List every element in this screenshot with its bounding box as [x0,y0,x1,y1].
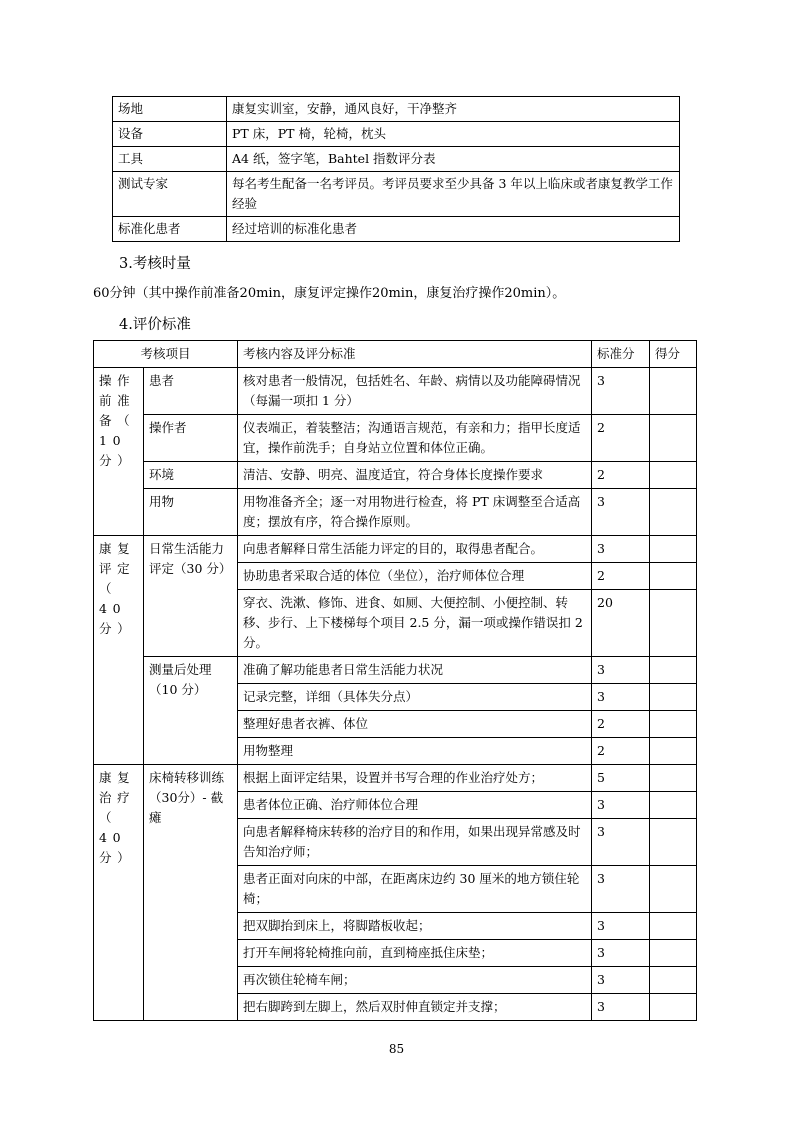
criteria-text: 向患者解释椅床转移的治疗目的和作用，如果出现异常感及时告知治疗师； [238,819,592,866]
standard-score: 3 [592,994,650,1021]
earned-score-cell [650,765,697,792]
group-label: 康复治疗（ 40 分） [94,765,144,1021]
group-label: 康复评定（ 40 分） [94,536,144,765]
criteria-text: 清洁、安静、明亮、温度适宜，符合身体长度操作要求 [238,462,592,489]
section-3-text: 60分钟（其中操作前准备20min，康复评定操作20min，康复治疗操作20min）。 [93,286,566,301]
subitem-label: 环境 [144,462,238,489]
requirement-value: A4 纸，签字笔，Bahtel 指数评分表 [227,147,680,172]
standard-score: 3 [592,967,650,994]
subitem-label: 用物 [144,489,238,536]
earned-score-cell [650,792,697,819]
standard-score: 2 [592,738,650,765]
criteria-text: 用物准备齐全；逐一对用物进行检查，将 PT 床调整至合适高度；摆放有序，符合操作原则。 [238,489,592,536]
standard-score: 3 [592,913,650,940]
standard-score: 3 [592,657,650,684]
requirement-row [113,147,680,172]
header-standard: 标准分 [592,341,650,368]
requirement-value: 康复实训室，安静，通风良好，干净整齐 [227,97,680,122]
table-row [94,462,697,489]
table-row [94,536,697,563]
standard-score: 5 [592,765,650,792]
requirement-label: 设备 [113,122,227,147]
standard-score: 20 [592,590,650,657]
criteria-text: 用物整理 [238,738,592,765]
criteria-text: 患者正面对向床的中部，在距离床边约 30 厘米的地方锁住轮椅； [238,866,592,913]
table-header-row [94,341,697,368]
requirement-row [113,217,680,242]
standard-score: 2 [592,711,650,738]
requirement-label: 场地 [113,97,227,122]
requirement-label: 测试专家 [113,172,227,217]
standard-score: 3 [592,866,650,913]
criteria-text: 仪表端正，着装整洁；沟通语言规范，有亲和力；指甲长度适宜，操作前洗手；自身站立位置和体位正确。 [238,415,592,462]
criteria-text: 协助患者采取合适的体位（坐位），治疗师体位合理 [238,563,592,590]
criteria-text: 打开车闸将轮椅推向前，直到椅座抵住床垫； [238,940,592,967]
earned-score-cell [650,536,697,563]
earned-score-cell [650,590,697,657]
requirement-label: 标准化患者 [113,217,227,242]
requirement-label: 工具 [113,147,227,172]
page-number: 85 [388,1042,405,1056]
table-row [94,765,697,792]
requirement-row [113,122,680,147]
earned-score-cell [650,415,697,462]
criteria-text: 把右脚跨到左脚上，然后双肘伸直锁定并支撑； [238,994,592,1021]
earned-score-cell [650,994,697,1021]
criteria-text: 根据上面评定结果，设置并书写合理的作业治疗处方； [238,765,592,792]
earned-score-cell [650,819,697,866]
earned-score-cell [650,368,697,415]
criteria-text: 整理好患者衣裤、体位 [238,711,592,738]
subitem-label: 患者 [144,368,238,415]
standard-score: 3 [592,940,650,967]
table-row [94,489,697,536]
requirement-value: 经过培训的标准化患者 [227,217,680,242]
subitem-label: 日常生活能力评定（30 分） [144,536,238,657]
evaluation-table [93,340,697,1021]
section-4-heading: 4.评价标准 [119,317,191,333]
standard-score: 3 [592,792,650,819]
table-row [94,368,697,415]
standard-score: 3 [592,536,650,563]
header-score: 得分 [650,341,697,368]
criteria-text: 记录完整，详细（具体失分点） [238,684,592,711]
table-row [94,657,697,684]
subitem-label: 操作者 [144,415,238,462]
criteria-text: 准确了解功能患者日常生活能力状况 [238,657,592,684]
standard-score: 3 [592,489,650,536]
standard-score: 2 [592,415,650,462]
group-label: 操作前准备（ 10 分） [94,368,144,536]
earned-score-cell [650,684,697,711]
earned-score-cell [650,657,697,684]
criteria-text: 核对患者一般情况，包括姓名、年龄、病情以及功能障碍情况（每漏一项扣 1 分） [238,368,592,415]
subitem-label: 床椅转移训练（30分）- 截瘫 [144,765,238,1021]
earned-score-cell [650,738,697,765]
requirement-row [113,97,680,122]
earned-score-cell [650,940,697,967]
requirements-table [112,96,680,242]
standard-score: 3 [592,368,650,415]
standard-score: 3 [592,819,650,866]
requirement-row [113,172,680,217]
requirement-value: PT 床，PT 椅，轮椅，枕头 [227,122,680,147]
standard-score: 2 [592,462,650,489]
requirement-value: 每名考生配备一名考评员。考评员要求至少具备 3 年以上临床或者康复教学工作经验 [227,172,680,217]
header-item: 考核项目 [94,341,238,368]
standard-score: 3 [592,684,650,711]
earned-score-cell [650,711,697,738]
earned-score-cell [650,967,697,994]
header-content: 考核内容及评分标准 [238,341,592,368]
earned-score-cell [650,563,697,590]
standard-score: 2 [592,563,650,590]
criteria-text: 再次锁住轮椅车闸； [238,967,592,994]
criteria-text: 穿衣、洗漱、修饰、进食、如厕、大便控制、小便控制、转移、步行、上下楼梯每个项目 2.5 分，漏一项或操作错误扣 2 分。 [238,590,592,657]
earned-score-cell [650,866,697,913]
criteria-text: 把双脚抬到床上，将脚踏板收起； [238,913,592,940]
criteria-text: 向患者解释日常生活能力评定的目的，取得患者配合。 [238,536,592,563]
criteria-text: 患者体位正确、治疗师体位合理 [238,792,592,819]
earned-score-cell [650,913,697,940]
earned-score-cell [650,462,697,489]
table-row [94,415,697,462]
section-3-heading: 3.考核时量 [119,256,191,272]
subitem-label: 测量后处理（10 分） [144,657,238,765]
earned-score-cell [650,489,697,536]
